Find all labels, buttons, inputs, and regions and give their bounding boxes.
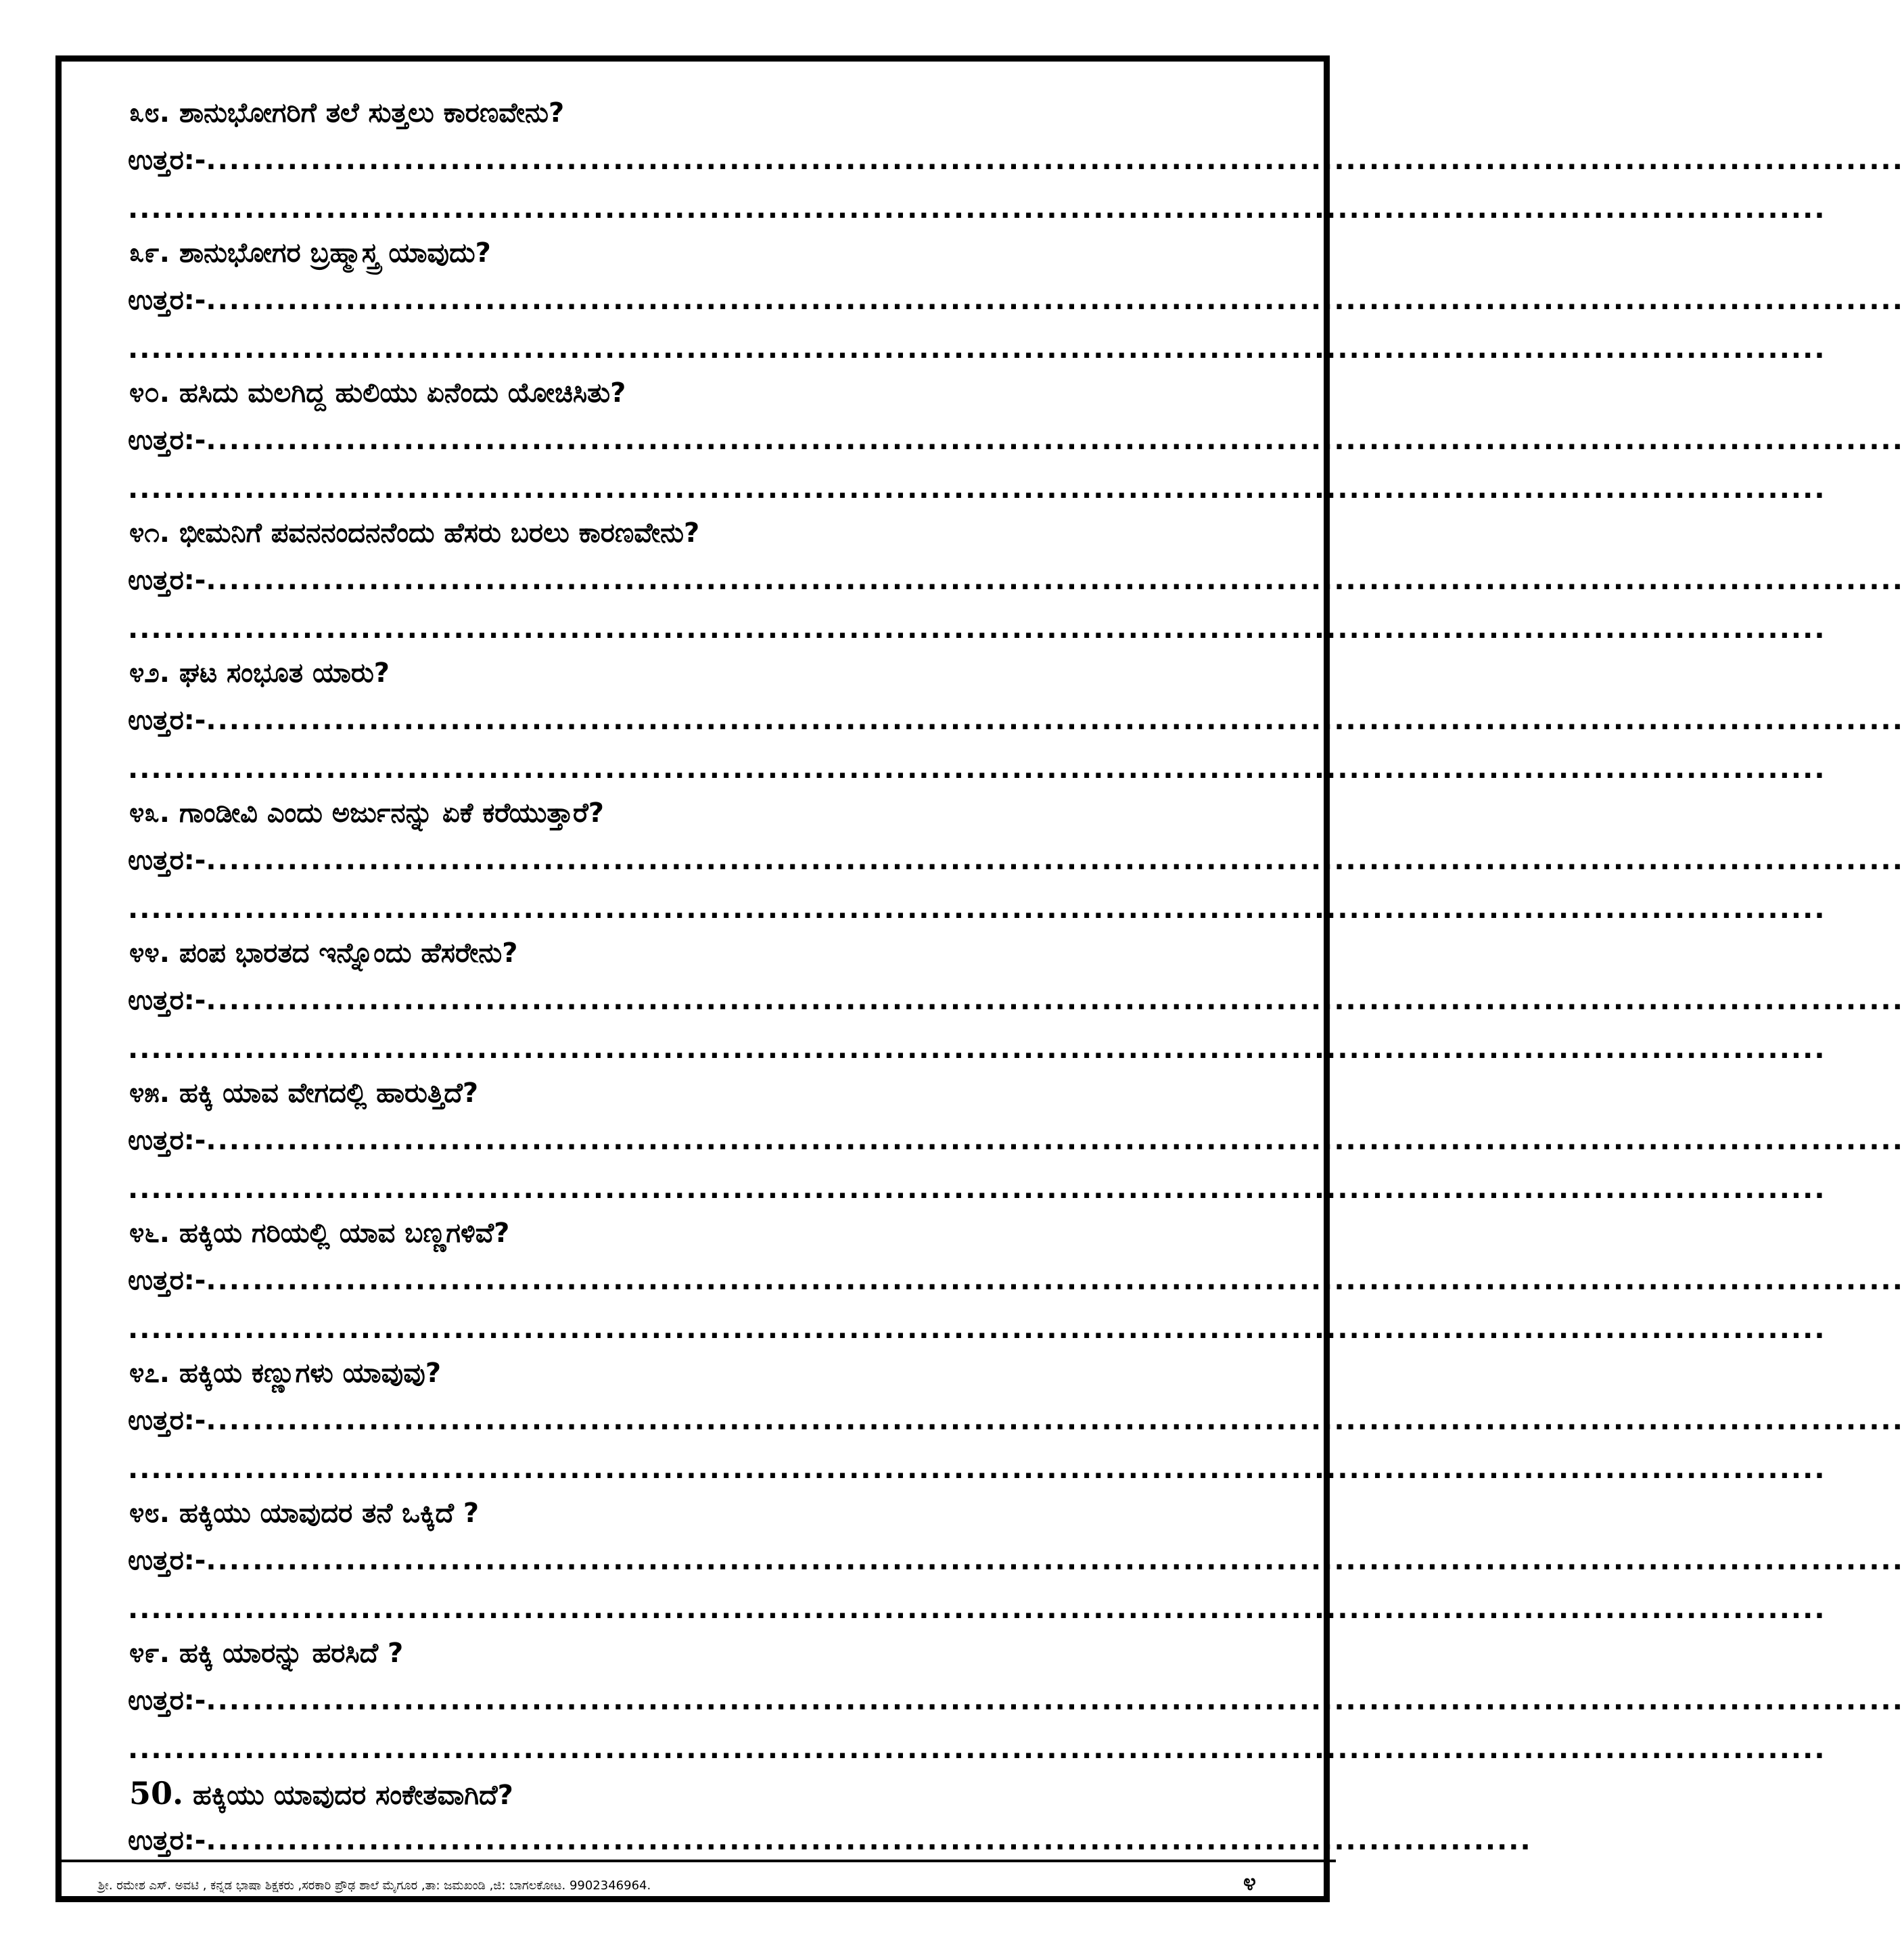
question-number: ೪೫. (129, 1078, 170, 1109)
question-49 (129, 1629, 403, 1678)
answer-line[interactable] (128, 1396, 1904, 1445)
question-48 (129, 1489, 479, 1538)
answer-label: ಉತ್ತರ:- (128, 705, 206, 736)
answer-continuation-line[interactable]: .................................................................................................................................................. (128, 894, 1826, 925)
answer-continuation-line[interactable]: .................................................................................................................................................. (128, 193, 1826, 225)
answer-continuation-line[interactable]: .................................................................................................................................................. (128, 333, 1826, 365)
answer-dots: .................................................................................................................................................. (206, 425, 1904, 456)
footer-divider (62, 1860, 1336, 1862)
question-number: ೪೨. (129, 658, 170, 689)
question-text: ಹಕ್ಕಿಯು ಯಾವುದರ ತನೆ ಒಕ್ಕಿದೆ ? (179, 1498, 480, 1529)
question-block-40 (80, 369, 1904, 509)
question-number: ೪೯. (129, 1638, 170, 1669)
question-block-49 (80, 1629, 1904, 1769)
question-block-42 (80, 649, 1904, 789)
question-number: ೪೭. (129, 1358, 170, 1389)
question-block-41 (80, 509, 1904, 649)
answer-continuation-line[interactable]: .................................................................................................................................................. (128, 1314, 1826, 1345)
answer-label: ಉತ್ತರ:- (128, 1125, 206, 1156)
question-block-48 (80, 1489, 1904, 1629)
answer-dots: .................................................................................................................................................. (206, 285, 1904, 316)
question-number: ೪೬. (129, 1218, 170, 1249)
question-block-45 (80, 1069, 1904, 1209)
question-block-46 (80, 1209, 1904, 1349)
question-40 (129, 369, 626, 417)
answer-continuation-line[interactable]: .................................................................................................................................................. (128, 1454, 1826, 1485)
page-frame (55, 55, 1904, 1902)
page-number: ೪ (1243, 1869, 1256, 1896)
question-text: ಹಕ್ಕಿ ಯಾವ ವೇಗದಲ್ಲಿ ಹಾರುತ್ತಿದೆ? (179, 1078, 479, 1109)
question-text: ಶಾನುಭೋಗರಿಗೆ ತಲೆ ಸುತ್ತಲು ಕಾರಣವೇನು? (179, 97, 565, 129)
question-number: 50. (129, 1775, 184, 1812)
question-46 (129, 1209, 509, 1258)
answer-continuation-line[interactable]: .................................................................................................................................................. (128, 614, 1826, 645)
question-43 (129, 789, 604, 837)
answer-continuation-line[interactable]: .................................................................................................................................................. (128, 1034, 1826, 1065)
question-text: ಗಾಂಡೀವಿ ಎಂದು ಅರ್ಜುನನ್ನು ಏಕೆ ಕರೆಯುತ್ತಾರೆ? (179, 798, 605, 829)
question-number: ೪೧. (129, 517, 170, 549)
answer-line[interactable] (128, 416, 1904, 465)
answer-continuation-line[interactable]: .................................................................................................................................................. (128, 474, 1826, 505)
answer-label: ಉತ್ತರ:- (128, 1405, 206, 1436)
answer-label: ಉತ್ತರ:- (128, 285, 206, 316)
answer-label: ಉತ್ತರ:- (128, 1545, 206, 1576)
answer-line[interactable] (128, 696, 1904, 745)
answer-label: ಉತ್ತರ:- (128, 145, 206, 176)
answer-continuation-line[interactable]: .................................................................................................................................................. (128, 1734, 1826, 1765)
answer-label: ಉತ್ತರ:- (128, 565, 206, 596)
question-text: ಪಂಪ ಭಾರತದ ಇನ್ನೊಂದು ಹೆಸರೇನು? (179, 938, 518, 969)
footer-credit: ಶ್ರೀ. ರಮೇಶ ಎಸ್. ಅವಟಿ , ಕನ್ನಡ ಭಾಷಾ ಶಿಕ್ಷಕರು ,ಸರಕಾರಿ ಪ್ರೌಢ ಶಾಲೆ ಮೈಗೂರ ,ತಾ: ಜಮಖಂಡಿ ,ಜಿ: ಬಾಗಲಕೋಟ. 9902346964. (98, 1879, 651, 1893)
answer-dots: .................................................................................................................................................. (206, 1545, 1904, 1576)
question-number: ೪೪. (129, 938, 170, 969)
question-text: ಹಕ್ಕಿಯು ಯಾವುದರ ಸಂಕೇತವಾಗಿದೆ? (192, 1780, 513, 1811)
answer-line[interactable] (128, 1536, 1904, 1585)
question-44 (129, 929, 517, 977)
question-text: ಹಸಿದು ಮಲಗಿದ್ದ ಹುಲಿಯು ಏನೆಂದು ಯೋಚಿಸಿತು? (179, 377, 626, 409)
question-text: ಹಕ್ಕಿ ಯಾರನ್ನು ಹರಸಿದೆ ? (179, 1638, 404, 1669)
question-text: ಭೀಮನಿಗೆ ಪವನನಂದನನೆಂದು ಹೆಸರು ಬರಲು ಕಾರಣವೇನು? (179, 517, 700, 549)
answer-dots: .................................................................................................................................................. (206, 1265, 1904, 1296)
answer-dots: .................................................................................................................. (206, 1825, 1532, 1856)
question-list (80, 89, 1904, 1909)
answer-label: ಉತ್ತರ:- (128, 845, 206, 876)
question-block-38 (80, 89, 1904, 229)
question-39 (129, 229, 491, 277)
answer-line[interactable] (128, 1816, 1532, 1865)
question-block-43 (80, 789, 1904, 929)
answer-line[interactable] (128, 276, 1904, 325)
question-text: ಶಾನುಭೋಗರ ಬ್ರಹ್ಮಾಸ್ತ್ರ ಯಾವುದು? (179, 237, 491, 269)
answer-line[interactable] (128, 1256, 1904, 1305)
question-50 (129, 1769, 513, 1820)
question-number: ೪೦. (129, 377, 170, 409)
question-text: ಹಕ್ಕಿಯ ಕಣ್ಣುಗಳು ಯಾವುವು? (179, 1358, 442, 1389)
answer-line[interactable] (128, 1676, 1904, 1725)
question-block-44 (80, 929, 1904, 1069)
answer-dots: .................................................................................................................................................. (206, 985, 1904, 1016)
answer-line[interactable] (128, 136, 1904, 185)
question-45 (129, 1069, 478, 1117)
question-41 (129, 509, 699, 557)
answer-dots: .................................................................................................................................................. (206, 1125, 1904, 1156)
answer-label: ಉತ್ತರ:- (128, 425, 206, 456)
answer-line[interactable] (128, 976, 1904, 1025)
question-number: ೪೩. (129, 798, 170, 829)
answer-line[interactable] (128, 836, 1904, 885)
answer-label: ಉತ್ತರ:- (128, 1265, 206, 1296)
answer-dots: .................................................................................................................................................. (206, 145, 1904, 176)
question-text: ಘಟ ಸಂಭೂತ ಯಾರು? (179, 658, 390, 689)
question-text: ಹಕ್ಕಿಯ ಗರಿಯಲ್ಲಿ ಯಾವ ಬಣ್ಣಗಳಿವೆ? (179, 1218, 510, 1249)
question-42 (129, 649, 390, 697)
question-block-47 (80, 1349, 1904, 1489)
question-47 (129, 1349, 441, 1398)
answer-dots: .................................................................................................................................................. (206, 1685, 1904, 1716)
question-number: ೩೮. (129, 97, 170, 129)
answer-label: ಉತ್ತರ:- (128, 1825, 206, 1856)
answer-label: ಉತ್ತರ:- (128, 1685, 206, 1716)
question-number: ೪೮. (129, 1498, 170, 1529)
answer-dots: .................................................................................................................................................. (206, 705, 1904, 736)
answer-continuation-line[interactable]: .................................................................................................................................................. (128, 1594, 1826, 1625)
question-number: ೩೯. (129, 237, 170, 269)
question-38 (129, 89, 564, 137)
answer-dots: .................................................................................................................................................. (206, 565, 1904, 596)
answer-continuation-line[interactable]: .................................................................................................................................................. (128, 754, 1826, 785)
answer-line[interactable] (128, 556, 1904, 605)
answer-dots: .................................................................................................................................................. (206, 1405, 1904, 1436)
answer-label: ಉತ್ತರ:- (128, 985, 206, 1016)
answer-line[interactable] (128, 1116, 1904, 1165)
question-block-39 (80, 229, 1904, 369)
answer-continuation-line[interactable]: .................................................................................................................................................. (128, 1174, 1826, 1205)
answer-dots: .................................................................................................................................................. (206, 845, 1904, 876)
